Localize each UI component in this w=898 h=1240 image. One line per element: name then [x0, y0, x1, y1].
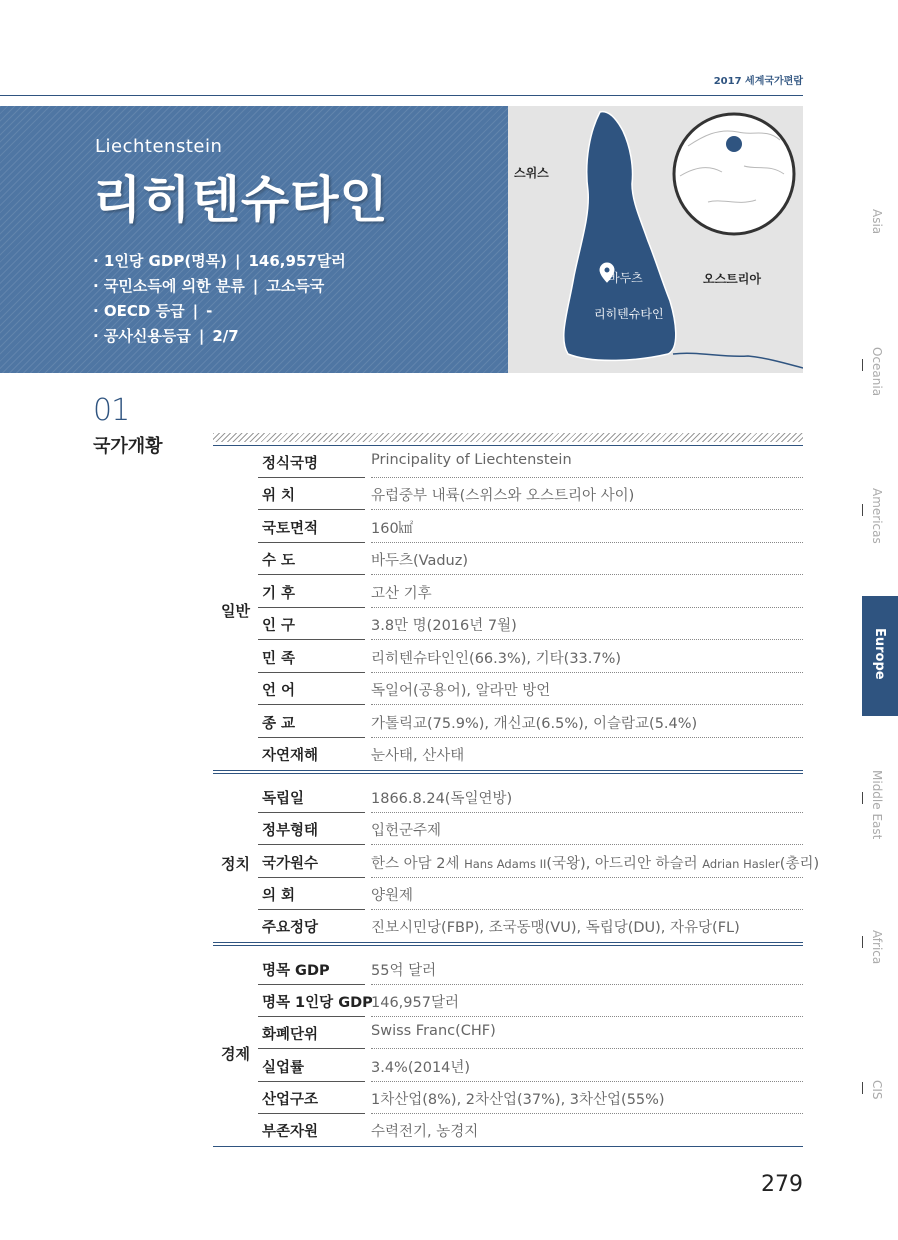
group-rule-economy	[213, 942, 803, 946]
row-value: 가톨릭교(75.9%), 개신교(6.5%), 이슬람교(5.4%)	[371, 716, 698, 732]
row-key: 정부형태	[262, 823, 319, 839]
country-shape	[564, 112, 676, 361]
table-row	[258, 641, 803, 673]
table-row	[258, 738, 803, 770]
section-number: 01	[93, 393, 130, 428]
side-tab-americas[interactable]: Americas	[862, 484, 898, 604]
row-value: Principality of Liechtenstein	[371, 452, 572, 468]
side-tab-middle-east[interactable]: Middle East	[862, 766, 898, 886]
row-key: 산업구조	[262, 1092, 319, 1108]
key-facts-list	[93, 249, 346, 349]
table-row	[258, 1082, 803, 1114]
row-key: 독립일	[262, 791, 305, 807]
side-tab-asia[interactable]: Asia	[870, 209, 884, 235]
section-hatch-bar	[213, 433, 803, 442]
key-fact-credit-rating: · 공사신용등급 | 2/7	[93, 327, 239, 345]
row-key: 부존자원	[262, 1124, 319, 1140]
header-rule	[0, 95, 803, 96]
locator-globe	[674, 114, 794, 234]
row-value: 입헌군주제	[371, 823, 442, 839]
table-row	[258, 910, 803, 942]
table-row	[258, 673, 803, 705]
row-key: 자연재해	[262, 748, 319, 764]
key-fact-oecd: · OECD 등급 | -	[93, 302, 213, 320]
category-economy: 경제	[221, 1045, 250, 1063]
row-value: 리히텐슈타인인(66.3%), 기타(33.7%)	[371, 651, 622, 667]
row-key: 명목 GDP	[262, 963, 330, 979]
map-label-country: 리히텐슈타인	[594, 307, 664, 321]
table-bottom-rule	[213, 1146, 803, 1147]
key-fact-gdp: · 1인당 GDP(명목) | 146,957달러	[93, 252, 346, 270]
row-value: 한스 아담 2세 Hans Adams II(국왕), 아드리안 하슬러 Adrian Hasler(총리)	[371, 856, 820, 872]
table-row	[258, 953, 803, 985]
country-name-english: Liechtenstein	[95, 136, 223, 157]
locator-highlight	[726, 136, 742, 152]
row-key: 위 치	[262, 488, 296, 504]
map-label-switzerland: 스위스	[514, 166, 549, 180]
row-value: 진보시민당(FBP), 조국동맹(VU), 독립당(DU), 자유당(FL)	[371, 920, 740, 936]
row-key: 주요정당	[262, 920, 319, 936]
category-general: 일반	[221, 602, 250, 620]
category-politics: 정치	[221, 855, 250, 873]
country-banner	[0, 106, 508, 373]
row-value: 146,957달러	[371, 995, 459, 1011]
row-value: 눈사태, 산사태	[371, 748, 465, 764]
row-value: 160㎢	[371, 521, 414, 537]
row-key: 국토면적	[262, 521, 319, 537]
row-value: 독일어(공용어), 알라만 방언	[371, 683, 551, 699]
side-tab-cis[interactable]: CIS	[862, 1076, 898, 1196]
page-number: 279	[761, 1172, 803, 1197]
table-row	[258, 576, 803, 608]
side-tab-oceania[interactable]: Oceania	[862, 343, 898, 463]
row-key: 인 구	[262, 618, 296, 634]
table-row	[258, 446, 803, 478]
table-row	[258, 608, 803, 640]
side-tab-europe[interactable]: Europe	[862, 596, 898, 716]
country-name-korean: 리히텐슈타인	[93, 171, 389, 229]
running-head: 2017 세계국가편람	[713, 76, 803, 87]
row-key: 국가원수	[262, 856, 319, 872]
row-value: 양원제	[371, 888, 414, 904]
row-value: 3.8만 명(2016년 7월)	[371, 618, 517, 634]
row-key: 기 후	[262, 586, 296, 602]
row-key: 정식국명	[262, 456, 319, 472]
country-map	[508, 106, 803, 373]
side-tab-africa[interactable]: Africa	[862, 926, 898, 1046]
row-value: Swiss Franc(CHF)	[371, 1023, 496, 1039]
row-key: 언 어	[262, 683, 296, 699]
row-value: 유럽중부 내륙(스위스와 오스트리아 사이)	[371, 488, 635, 504]
row-key: 명목 1인당 GDP	[262, 995, 373, 1011]
row-key: 민 족	[262, 651, 296, 667]
table-row	[258, 543, 803, 575]
row-key: 종 교	[262, 716, 296, 732]
table-row	[258, 781, 803, 813]
map-label-capital: 바두츠	[608, 271, 643, 285]
table-row	[258, 878, 803, 910]
key-fact-income-class: · 국민소득에 의한 분류 | 고소득국	[93, 277, 325, 295]
row-value: 바두츠(Vaduz)	[371, 553, 469, 569]
table-row	[258, 985, 803, 1017]
section-title: 국가개황	[93, 436, 163, 457]
table-row	[258, 1114, 803, 1146]
row-value: 3.4%(2014년)	[371, 1060, 471, 1076]
table-row	[258, 846, 820, 878]
table-row	[258, 1017, 803, 1049]
row-key: 의 회	[262, 888, 296, 904]
row-value: 고산 기후	[371, 586, 432, 602]
map-graphic	[508, 106, 803, 373]
row-value: 수력전기, 농경지	[371, 1124, 479, 1140]
group-rule-politics	[213, 770, 803, 774]
row-value: 1차산업(8%), 2차산업(37%), 3차산업(55%)	[371, 1092, 665, 1108]
table-row	[258, 1050, 803, 1082]
row-value: 55억 달러	[371, 963, 437, 979]
table-row	[258, 706, 803, 738]
table-row	[258, 478, 803, 510]
table-row	[258, 813, 803, 845]
table-row	[258, 511, 803, 543]
row-key: 화폐단위	[262, 1027, 319, 1043]
row-value: 1866.8.24(독일연방)	[371, 791, 513, 807]
row-key: 수 도	[262, 553, 296, 569]
map-label-austria: 오스트리아	[703, 272, 761, 286]
row-key: 실업률	[262, 1060, 305, 1076]
border-line	[673, 353, 803, 368]
